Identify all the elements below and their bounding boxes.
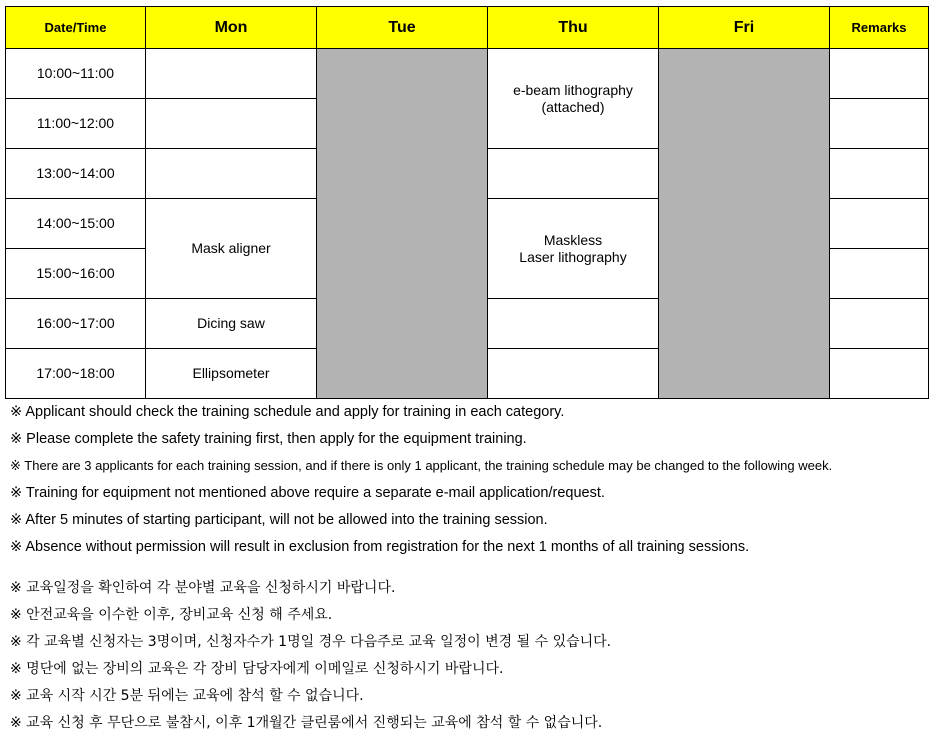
time-cell: 13:00~14:00 [6,149,146,199]
remarks-cell [830,299,929,349]
header-date-time: Date/Time [6,7,146,49]
note-en: ※ Please complete the safety training first, then apply for the equipment training. [10,431,527,447]
note-kr: ※ 교육 신청 후 무단으로 불참시, 이후 1개월간 클린룸에서 진행되는 교육에 참석 할 수 없습니다. [10,715,603,731]
mon-ellipsometer-cell: Ellipsometer [146,349,317,399]
note-en: ※ Training for equipment not mentioned above require a separate e-mail application/request. [10,485,605,501]
thu-empty-cell [488,349,659,399]
note-kr: ※ 안전교육을 이수한 이후, 장비교육 신청 해 주세요. [10,607,333,623]
training-schedule-table [5,6,929,399]
time-cell: 17:00~18:00 [6,349,146,399]
header-row [6,7,929,49]
remarks-cell [830,199,929,249]
notes-divider-space [10,565,925,579]
remarks-cell [830,99,929,149]
time-cell: 15:00~16:00 [6,249,146,299]
note-en: ※ Applicant should check the training schedule and apply for training in each category. [10,404,565,420]
thu-ebeam-cell [488,49,659,149]
remarks-cell [830,149,929,199]
note-en: ※ Absence without permission will result in exclusion from registration for the next 1 months of all training sessions. [10,539,750,555]
thu-maskless-cell [488,199,659,299]
notes-section [10,403,925,741]
note-kr: ※ 각 교육별 신청자는 3명이며, 신청자수가 1명일 경우 다음주로 교육 일정이 변경 될 수 있습니다. [10,634,612,650]
header-thu: Thu [488,7,659,49]
mon-empty-cell [146,149,317,199]
mon-empty-cell [146,99,317,149]
note-kr: ※ 교육일정을 확인하여 각 분야별 교육을 신청하시기 바랍니다. [10,580,396,596]
header-tue: Tue [317,7,488,49]
fri-unavailable-block [659,49,830,399]
note-en: ※ After 5 minutes of starting participant, will not be allowed into the training session. [10,512,548,528]
mon-mask-aligner-cell: Mask aligner [146,199,317,299]
note-kr: ※ 교육 시작 시간 5분 뒤에는 교육에 참석 할 수 없습니다. [10,688,364,704]
header-fri: Fri [659,7,830,49]
thu-empty-cell [488,299,659,349]
mon-empty-cell [146,49,317,99]
note-kr: ※ 명단에 없는 장비의 교육은 각 장비 담당자에게 이메일로 신청하시기 바랍니다. [10,661,504,677]
thu-ebeam-label: e-beam lithography (attached) [513,81,633,115]
note-en: ※ There are 3 applicants for each training session, and if there is only 1 applicant, the training schedule may be changed to the following week. [10,458,833,473]
time-cell: 11:00~12:00 [6,99,146,149]
time-cell: 14:00~15:00 [6,199,146,249]
tue-unavailable-block [317,49,488,399]
time-cell: 10:00~11:00 [6,49,146,99]
time-cell: 16:00~17:00 [6,299,146,349]
remarks-cell [830,349,929,399]
mon-dicing-saw-cell: Dicing saw [146,299,317,349]
remarks-cell [830,249,929,299]
thu-empty-cell [488,149,659,199]
header-remarks: Remarks [830,7,929,49]
header-mon: Mon [146,7,317,49]
table-row [6,49,929,99]
remarks-cell [830,49,929,99]
thu-maskless-label: Maskless Laser lithography [519,231,627,265]
